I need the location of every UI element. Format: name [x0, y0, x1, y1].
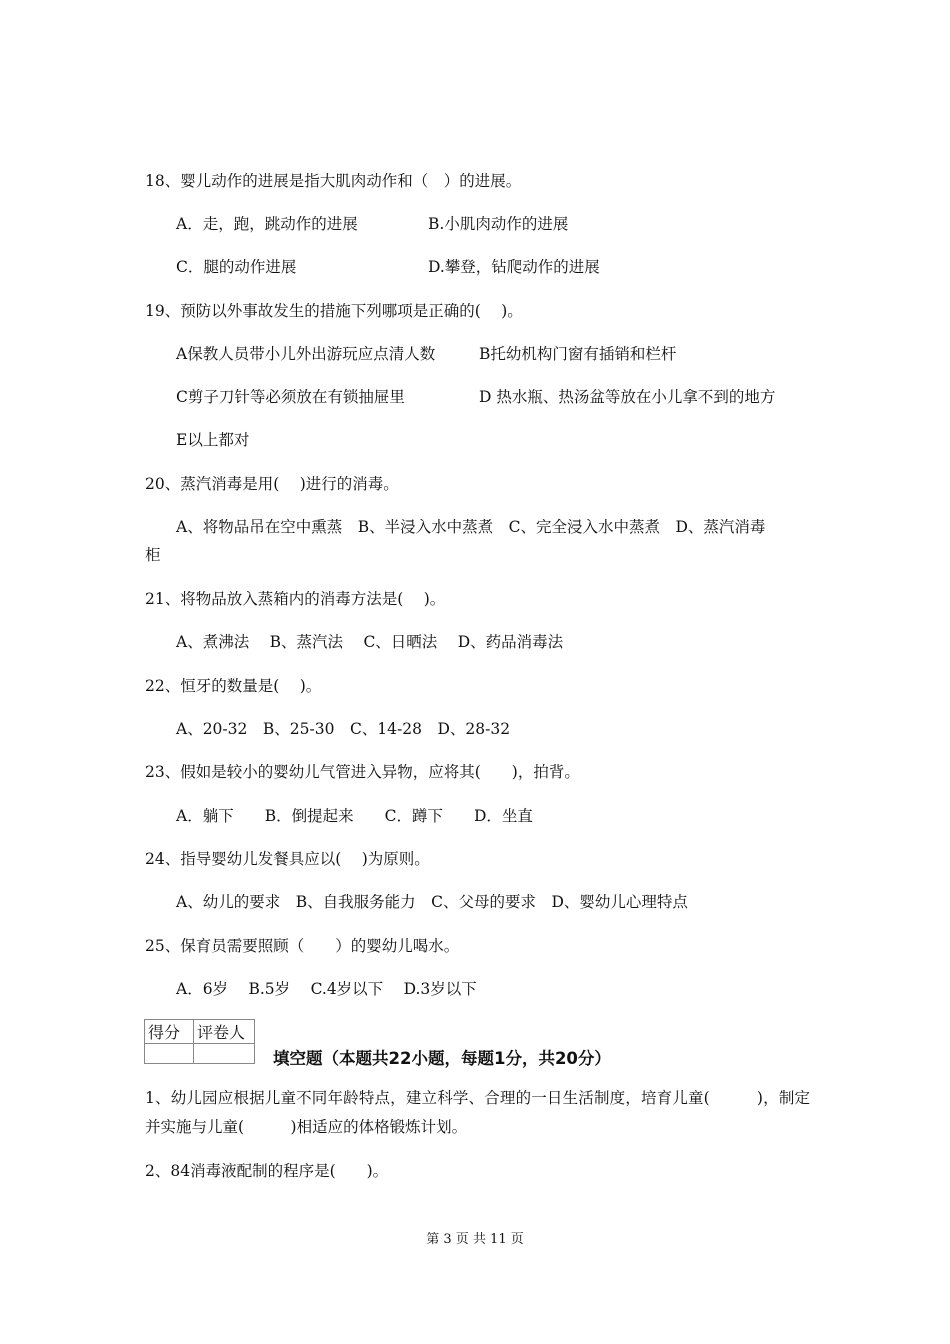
- question-20-options: A、将物品吊在空中熏蒸 B、半浸入水中蒸煮 C、完全浸入水中蒸煮 D、蒸汽消毒: [176, 518, 766, 536]
- question-24-options: A、幼儿的要求 B、自我服务能力 C、父母的要求 D、婴幼儿心理特点: [176, 893, 688, 911]
- question-19-option-a: A保教人员带小儿外出游玩应点清人数: [176, 345, 436, 363]
- fill-question-2: 2、84消毒液配制的程序是( )。: [145, 1162, 389, 1180]
- question-18-option-b: B.小肌肉动作的进展: [428, 215, 569, 233]
- question-19-option-d: D 热水瓶、热汤盆等放在小儿拿不到的地方: [479, 388, 776, 406]
- question-21-stem: 21、将物品放入蒸箱内的消毒方法是( )。: [145, 590, 446, 608]
- question-22-options: A、20-32 B、25-30 C、14-28 D、28-32: [176, 720, 511, 738]
- question-22-stem: 22、恒牙的数量是( )。: [145, 677, 322, 695]
- grader-label: 评卷人: [194, 1020, 255, 1044]
- question-20-stem: 20、蒸汽消毒是用( )进行的消毒。: [145, 475, 399, 493]
- question-19-stem: 19、预防以外事故发生的措施下列哪项是正确的( )。: [145, 302, 523, 320]
- page-footer: 第 3 页 共 11 页: [426, 1232, 524, 1247]
- question-23-stem: 23、假如是较小的婴幼儿气管进入异物，应将其( )，拍背。: [145, 763, 580, 781]
- section-title: 填空题（本题共22小题，每题1分，共20分）: [273, 1049, 611, 1068]
- question-18-option-d: D.攀登，钻爬动作的进展: [428, 258, 600, 276]
- question-19-option-b: B托幼机构门窗有插销和栏杆: [479, 345, 677, 363]
- score-label: 得分: [145, 1020, 194, 1044]
- question-19-option-c: C剪子刀针等必须放在有锁抽屉里: [176, 388, 405, 406]
- question-18-stem: 18、婴儿动作的进展是指大肌肉动作和（ ）的进展。: [145, 172, 522, 190]
- fill-question-1: 1、幼儿园应根据儿童不同年龄特点，建立科学、合理的一日生活制度，培育儿童( )，制定并实施与儿童( )相适应的体格锻炼计划。: [145, 1089, 810, 1136]
- question-25-stem: 25、保育员需要照顾（ ）的婴幼儿喝水。: [145, 937, 460, 955]
- question-18-option-a: A．走，跑，跳动作的进展: [176, 215, 358, 233]
- score-table: [144, 1019, 255, 1064]
- grader-cell: [194, 1044, 255, 1064]
- question-19-option-e: E以上都对: [176, 431, 250, 449]
- question-24-stem: 24、指导婴幼儿发餐具应以( )为原则。: [145, 850, 430, 868]
- question-20-options-continued: 柜: [145, 546, 161, 564]
- score-cell: [145, 1044, 194, 1064]
- question-21-options: A、煮沸法 B、蒸汽法 C、日晒法 D、药品消毒法: [176, 633, 564, 651]
- question-25-options: A．6岁 B.5岁 C.4岁以下 D.3岁以下: [176, 980, 477, 998]
- question-18-option-c: C．腿的动作进展: [176, 258, 297, 276]
- question-23-options: A．躺下 B．倒提起来 C．蹲下 D．坐直: [176, 807, 533, 825]
